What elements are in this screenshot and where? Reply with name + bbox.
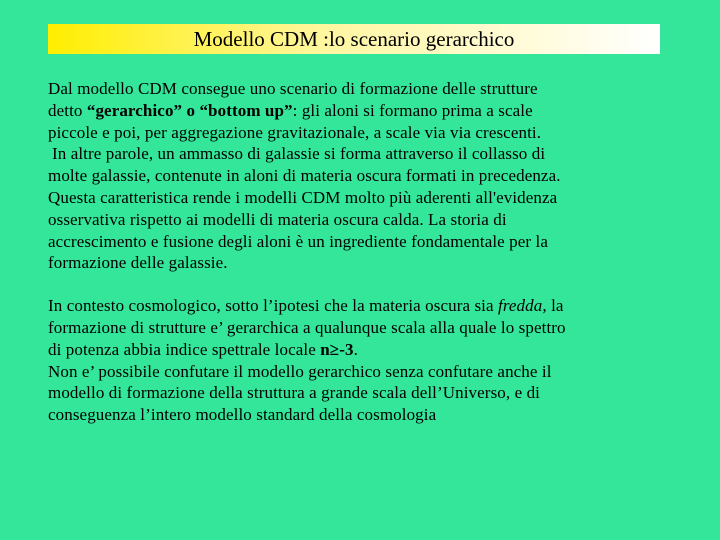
slide-body: [48, 78, 678, 426]
text-fragment: di potenza abbia indice spettrale locale: [48, 339, 321, 359]
text-line: accrescimento e fusione degli aloni è un ingrediente fondamentale per la: [48, 231, 548, 251]
italic-term: fredda,: [498, 296, 547, 316]
paragraph-cdm-evidence: [48, 187, 678, 274]
text-line: piccole e poi, per aggregazione gravitazionale, a scale via via crescenti.: [48, 122, 542, 142]
text-line: Questa caratteristica rende i modelli CDM molto più aderenti all'evidenza: [48, 187, 558, 207]
text-line: Non e’ possibile confutare il modello gerarchico senza confutare anche il: [48, 361, 552, 381]
text-fragment: la: [546, 296, 564, 316]
text-line: modello di formazione della struttura a grande scala dell’Universo, e di: [48, 383, 540, 403]
paragraph-cluster-formation: [48, 143, 678, 165]
slide-title: Modello CDM :lo scenario gerarchico: [193, 26, 515, 51]
text-line: [48, 339, 678, 361]
text-line: Dal modello CDM consegue uno scenario di formazione delle strutture: [48, 79, 538, 98]
text-line: [48, 295, 678, 317]
text-fragment: detto: [48, 100, 87, 120]
text-line: In altre parole, un ammasso di galassie si forma attraverso il collasso di: [52, 144, 546, 164]
bold-term: “gerarchico” o “bottom up”: [86, 100, 293, 120]
paragraph-hierarchical-scenario: [48, 78, 678, 143]
text-fragment: : gli aloni si formano prima a scale: [292, 100, 533, 120]
text-line: osservativa rispetto ai modelli di materia oscura calda. La storia di: [48, 209, 507, 229]
slide-title-bar: [48, 24, 660, 54]
text-line: molte galassie, contenute in aloni di materia oscura formati in precedenza.: [48, 166, 561, 186]
spectral-index-condition: n≥-3: [320, 339, 354, 359]
paragraph-conclusion: [48, 361, 678, 426]
text-line: conseguenza l’intero modello standard della cosmologia: [48, 405, 437, 425]
text-line: formazione di strutture e’ gerarchica a qualunque scala alla quale lo spettro: [48, 317, 566, 337]
text-fragment: In contesto cosmologico, sotto l’ipotesi che la materia oscura sia: [48, 296, 498, 316]
paragraph-cosmological-context: [48, 295, 678, 360]
text-line: formazione delle galassie.: [48, 253, 228, 273]
text-line: [48, 100, 678, 122]
text-fragment: .: [353, 339, 358, 359]
paragraph-cluster-formation-cont: [48, 165, 678, 187]
